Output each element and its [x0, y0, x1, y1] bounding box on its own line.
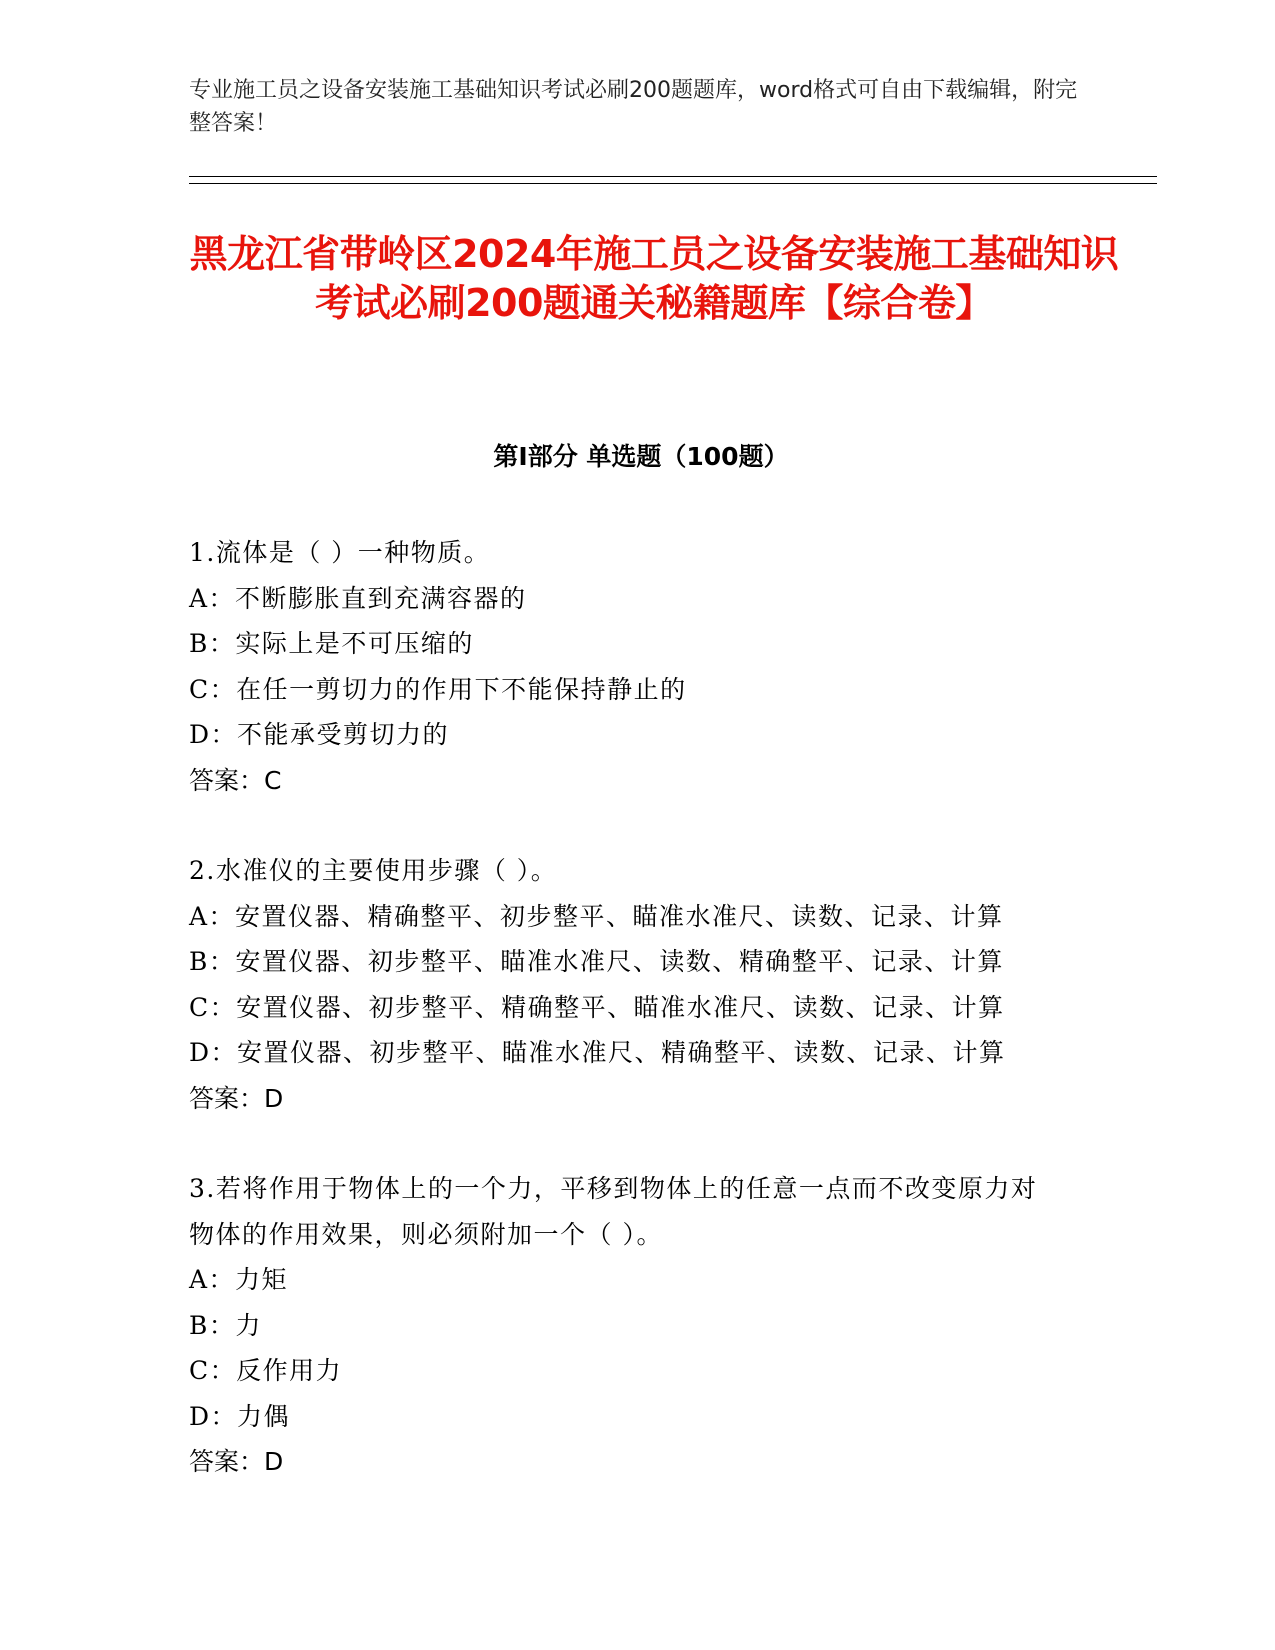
option-d: D：力偶 [189, 1401, 291, 1431]
option-c: C：安置仪器、初步整平、精确整平、瞄准水准尺、读数、记录、计算 [189, 992, 1005, 1022]
option-b: B：力 [189, 1310, 262, 1340]
option-a: A：安置仪器、精确整平、初步整平、瞄准水准尺、读数、记录、计算 [189, 901, 1004, 931]
option-d: D：安置仪器、初步整平、瞄准水准尺、精确整平、读数、记录、计算 [189, 1038, 1006, 1067]
option-c: C：反作用力 [189, 1356, 343, 1385]
option-b: B：安置仪器、初步整平、瞄准水准尺、读数、精确整平、记录、计算 [189, 947, 1004, 976]
option-a: A：力矩 [189, 1265, 289, 1294]
question-2 [189, 848, 1089, 1121]
header-rule-bottom [189, 183, 1157, 184]
option-a: A：不断膨胀直到充满容器的 [189, 583, 527, 613]
question-stem: 1.流体是（ ）一种物质。 [189, 538, 491, 567]
document-title: 黑龙江省带岭区2024年施工员之设备安装施工基础知识考试必刷200题通关秘籍题库【综合卷】 [189, 232, 1119, 325]
section-heading: 第Ⅰ部分 单选题（100题） [493, 442, 789, 471]
question-list [189, 530, 1089, 1530]
option-b: B：实际上是不可压缩的 [189, 629, 474, 658]
question-stem: 3.若将作用于物体上的一个力，平移到物体上的任意一点而不改变原力对物体的作用效果，则必须附加一个（ ）。 [189, 1174, 1038, 1249]
answer-line: 答案：C [189, 765, 282, 795]
question-1 [189, 530, 1089, 803]
option-d: D：不能承受剪切力的 [189, 720, 450, 749]
header-note: 专业施工员之设备安装施工基础知识考试必刷200题题库，word格式可自由下载编辑，附完整答案！ [189, 78, 1078, 136]
header-rule-top [189, 176, 1157, 177]
answer-line: 答案：D [189, 1083, 284, 1113]
answer-line: 答案：D [189, 1447, 284, 1476]
question-stem: 2.水准仪的主要使用步骤（ ）。 [189, 856, 558, 885]
option-c: C：在任一剪切力的作用下不能保持静止的 [189, 674, 687, 704]
question-3 [189, 1166, 1089, 1485]
